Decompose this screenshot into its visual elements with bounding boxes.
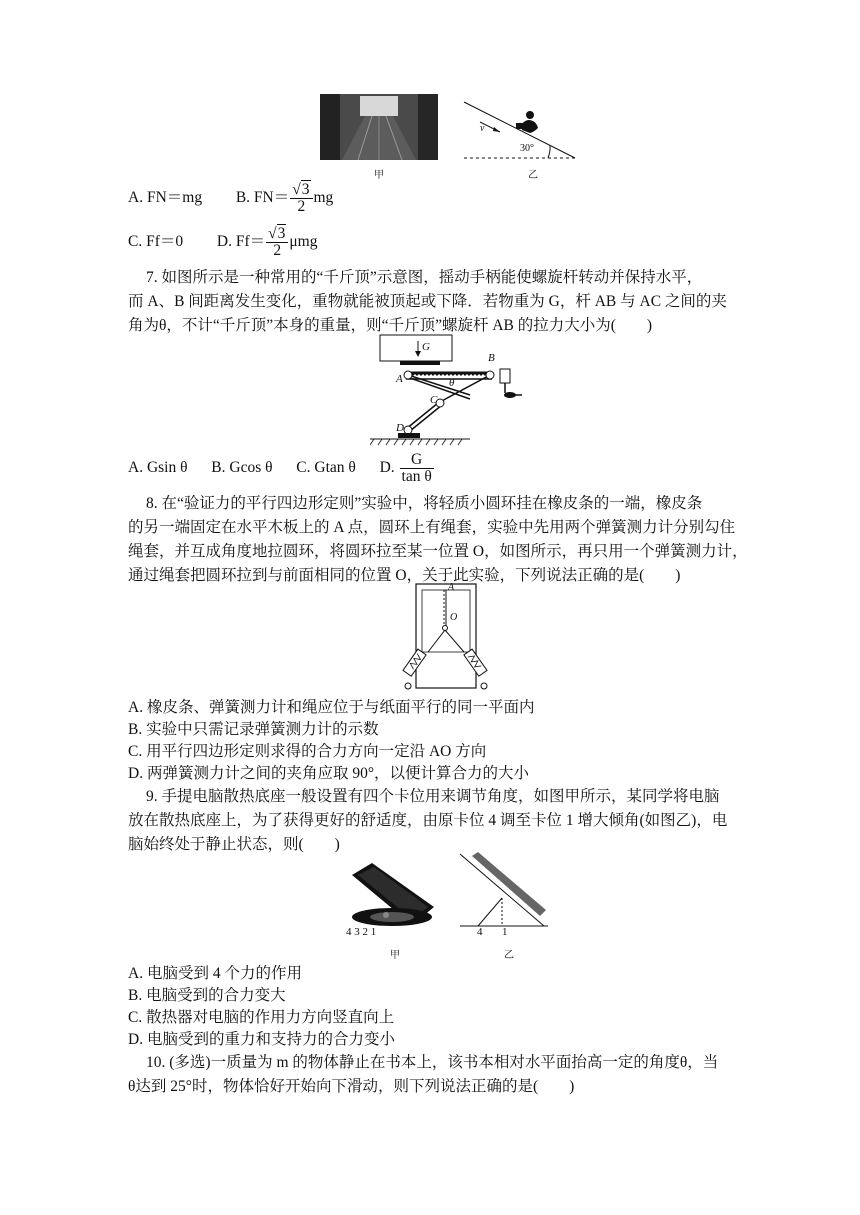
q9-stem-line3: 脑始终处于静止状态，则( ) — [128, 836, 340, 853]
force-label-o: O — [450, 612, 458, 623]
q9-stem-line1: 9. 手提电脑散热底座一般设置有四个卡位用来调节角度，如图甲所示，某同学将电脑 — [146, 788, 720, 805]
incline-diagram — [460, 96, 580, 166]
q8-stem-line3: 绳套，并互成角度地拉圆环，将圆环拉至某一位置 O，如图所示，再只用一个弹簧测力计， — [128, 543, 748, 560]
jack-label-a: A — [396, 373, 403, 385]
laptop-stand-diagram — [458, 852, 550, 934]
q7-option-d: D. $\frac{G}{\text{tan θ}}$ — [379, 450, 432, 485]
q6-option-c: C. Ff＝0 — [128, 233, 184, 250]
q9-option-d: D. 电脑受到的重力和支持力的合力变小 — [128, 1031, 395, 1048]
q9-option-c: C. 散热器对电脑的作用力方向竖直向上 — [128, 1009, 395, 1026]
q7-option-b: B. Gcos θ — [211, 459, 273, 476]
q8-stem-line4: 通过绳套把圆环拉到与前面相同的位置 O，关于此实验，下列说法正确的是( ) — [128, 567, 681, 584]
q7-options — [128, 448, 768, 488]
q8-stem-line2: 的另一端固定在水平木板上的 A 点，圆环上有绳套，实验中先用两个弹簧测力计分别勾住 — [128, 519, 736, 536]
stand-label-4: 4 — [477, 926, 483, 938]
crank-handle-icon — [500, 369, 522, 398]
fig6-caption-left: 甲 — [374, 170, 384, 181]
fig9-caption-left: 甲 — [390, 950, 400, 961]
jack-label-g: G — [422, 341, 430, 353]
angle-label: 30° — [520, 143, 534, 154]
fig9-caption-right: 乙 — [504, 950, 514, 961]
q6-option-b: B. FN＝ $\frac{√3}{2}$ mg — [235, 180, 334, 215]
q6-options-ab — [128, 180, 768, 216]
jack-diagram — [370, 333, 530, 448]
jack-label-c: C — [430, 394, 438, 406]
fig6-caption-right: 乙 — [528, 170, 538, 181]
q8-option-d: D. 两弹簧测力计之间的夹角应取 90°，以便计算合力的大小 — [128, 765, 530, 782]
q9-stem-line2: 放在散热底座上，为了获得更好的舒适度，由原卡位 4 调至卡位 1 增大倾角(如图乙)，电 — [128, 812, 728, 829]
q7-stem-line2: 而 A、B 间距离发生变化，重物就能被顶起或下降．若物重为 G，杆 AB 与 AC 之间的夹 — [128, 293, 727, 310]
velocity-label: v — [480, 123, 485, 134]
jack-label-b: B — [488, 352, 495, 364]
laptop-stand-photo — [342, 855, 442, 935]
q10-stem-line1: 10. (多选)一质量为 m 的物体静止在书本上，该书本相对水平面抬高一定的角度θ，当 — [146, 1054, 719, 1071]
q9-option-a: A. 电脑受到 4 个力的作用 — [128, 965, 302, 982]
q7-option-c: C. Gtan θ — [296, 459, 356, 476]
q6-options-cd — [128, 224, 768, 260]
q7-option-a: A. Gsin θ — [128, 459, 188, 476]
q8-option-b: B. 实验中只需记录弹簧测力计的示数 — [128, 721, 379, 738]
q8-stem-line1: 8. 在“验证力的平行四边形定则”实验中，将轻质小圆环挂在橡皮条的一端，橡皮条 — [146, 495, 703, 512]
q7-stem-line3: 角为θ，不计“千斤顶”本身的重量，则“千斤顶”螺旋杆 AB 的拉力大小为( ) — [128, 317, 653, 334]
q10-stem-line2: θ达到 25°时，物体恰好开始向下滑动，则下列说法正确的是( ) — [128, 1078, 575, 1095]
q8-option-a: A. 橡皮条、弹簧测力计和绳应位于与纸面平行的同一平面内 — [128, 699, 535, 716]
force-experiment-diagram — [398, 582, 494, 694]
q9-option-b: B. 电脑受到的合力变大 — [128, 987, 286, 1004]
stand-slot-numbers: 4 3 2 1 — [346, 926, 377, 938]
stand-label-1: 1 — [502, 926, 508, 938]
q8-option-c: C. 用平行四边形定则求得的合力方向一定沿 AO 方向 — [128, 743, 487, 760]
q6-option-d: D. Ff＝ $\frac{√3}{2}$ μmg — [216, 224, 318, 259]
q6-option-a: A. FN＝mg — [128, 189, 203, 206]
jack-label-d: D — [396, 422, 404, 434]
force-label-a: A — [448, 582, 455, 593]
jack-label-theta: θ — [449, 377, 455, 389]
escalator-photo — [320, 94, 438, 160]
q7-stem-line1: 7. 如图所示是一种常用的“千斤顶”示意图，摇动手柄能使螺旋杆转动并保持水平， — [146, 269, 703, 286]
